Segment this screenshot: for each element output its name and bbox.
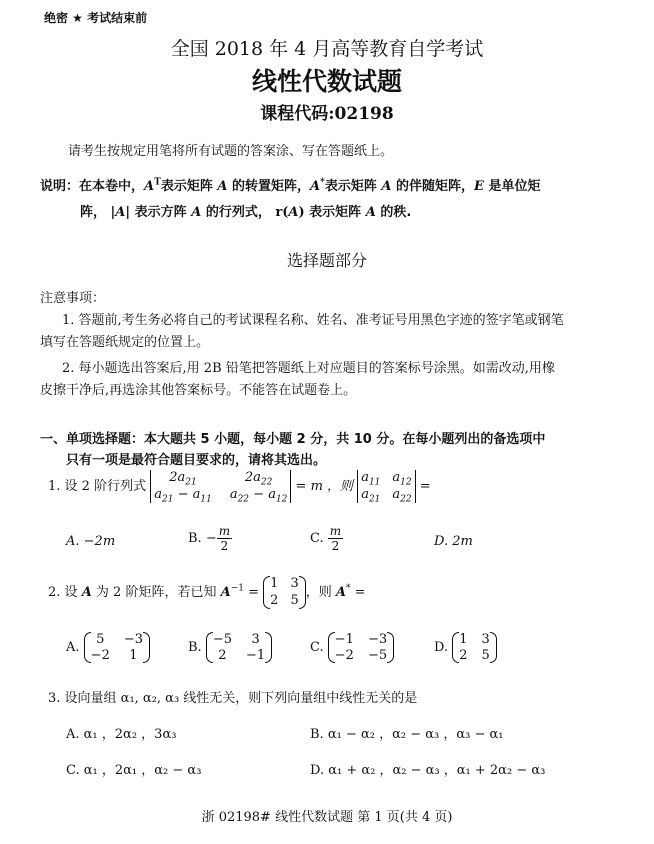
q2-option-d: D. 1 3 2 5: [434, 632, 497, 663]
q2-option-a: A. 5 −3 −2 1: [66, 632, 150, 663]
part1-heading-cont: 只有一项是最符合题目要求的，请将其选出。: [66, 453, 327, 468]
q1-mid: = m ，则: [295, 479, 354, 494]
notes-text: 的行列式，: [205, 205, 271, 220]
q2-mid: 为 2 阶矩阵，若已知: [95, 585, 217, 600]
q2-prefix: 2. 设: [48, 585, 78, 600]
notes-text: 是单位矩: [488, 179, 541, 194]
attention-item-1-cont: 填写在答题纸规定的位置上。: [40, 335, 210, 350]
q2-end: =: [354, 585, 366, 600]
q3-option-a: A. α₁ ，2α₂ ，3α₃: [66, 727, 177, 742]
question-1: [48, 470, 431, 503]
attention-item-2: 2. 每小题选出答案后,用 2B 铅笔把答题纸上对应题目的答案标号涂黑。如需改动,用橡: [62, 361, 555, 376]
question-2: 2. 设 A 为 2 阶矩阵，若已知 $A^{-1}$ = 1 3 2 5 ，则 A* =: [48, 576, 366, 608]
question-3: 3. 设向量组 α₁, α₂, α₃ 线性无关，则下列向量组中线性无关的是: [48, 691, 418, 706]
q2-option-c: C. −1 −3 −2 −5: [310, 632, 394, 663]
notes-text: 阵，: [80, 205, 107, 220]
attention-title: 注意事项：: [40, 291, 106, 306]
q1-option-a: A. −2m: [66, 534, 116, 549]
q2-option-b-label: B.: [188, 640, 202, 655]
q2-given-matrix: 1 3 2 5: [263, 576, 306, 609]
attention-item-2-cont: 皮擦干净后,再选涂其他答案标号。不能答在试题卷上。: [40, 383, 357, 398]
q2-option-a-label: A.: [66, 640, 80, 655]
q1-end: =: [419, 479, 431, 494]
notes-line-1: 说明：在本卷中，$A^T$表示矩阵 A 的转置矩阵，A*表示矩阵 A 的伴随矩阵，E 是单位矩: [40, 177, 541, 194]
course-code: 课程代码:02198: [260, 104, 394, 124]
q2-option-c-label: C.: [310, 640, 324, 655]
q3-option-b: B. α₁ − α₂ ，α₂ − α₃ ，α₃ − α₁: [310, 727, 504, 742]
q3-option-c: C. α₁ ，2α₁ ，α₂ − α₃: [66, 763, 202, 778]
confidential-mark: 绝密 ★ 考试结束前: [44, 11, 148, 25]
page-footer: 浙 02198# 线性代数试题 第 1 页(共 4 页): [201, 810, 453, 825]
notes-text: 的伴随矩阵，: [396, 179, 475, 194]
q2-then: ，则: [305, 585, 332, 600]
q2-option-d-label: D.: [434, 640, 449, 655]
part1-heading: 一、单项选择题：本大题共 5 小题，每小题 2 分，共 10 分。在每小题列出的备选项中: [40, 432, 546, 447]
attention-item-1: 1. 答题前,考生务必将自己的考试课程名称、姓名、准考证号用黑色字迹的签字笔或钢笔: [62, 313, 564, 328]
notes-text: 表示矩阵: [309, 205, 362, 220]
q3-option-d: D. α₁ + α₂ ，α₂ − α₃ ，α₁ + 2α₂ − α₃: [310, 763, 546, 778]
q1-option-b: B. − $\frac{m}{2}$: [188, 524, 231, 553]
notes-text: 表示矩阵: [324, 179, 377, 194]
q1-option-d: D. 2m: [434, 534, 473, 549]
q1-determinant-left: $2a_{21}$ $2a_{22}$ $a_{21} - a_{11}$ $a_{22} - a_{12}$: [150, 470, 291, 503]
q1-option-c: C. $\frac{m}{2}$: [310, 524, 342, 553]
notes-line-2: 阵， |A| 表示方阵 A 的行列式， r(A) 表示矩阵 A 的秩.: [80, 205, 412, 220]
subject-title: 线性代数试题: [251, 67, 402, 96]
exam-title: 全国 2018 年 4 月高等教育自学考试: [170, 38, 484, 60]
q1-prefix: 1. 设 2 阶行列式: [48, 479, 147, 494]
notes-label: 说明：: [40, 179, 80, 194]
q1-determinant-right: $a_{11}$ $a_{12}$ $a_{21}$ $a_{22}$: [357, 470, 415, 503]
notes-text: 表示方阵: [134, 205, 187, 220]
notes-text: 在本卷中，: [79, 179, 145, 194]
intro-instruction: 请考生按规定用笔将所有试题的答案涂、写在答题纸上。: [68, 144, 394, 159]
notes-text: 表示矩阵: [160, 179, 213, 194]
section-title: 选择题部分: [286, 251, 367, 270]
q1-option-b-label: B.: [188, 531, 202, 546]
notes-text: 的秩.: [380, 205, 412, 220]
q2-option-b: B. −5 3 2 −1: [188, 632, 272, 663]
q1-option-c-label: C.: [310, 531, 324, 546]
notes-text: 的转置矩阵，: [232, 179, 311, 194]
